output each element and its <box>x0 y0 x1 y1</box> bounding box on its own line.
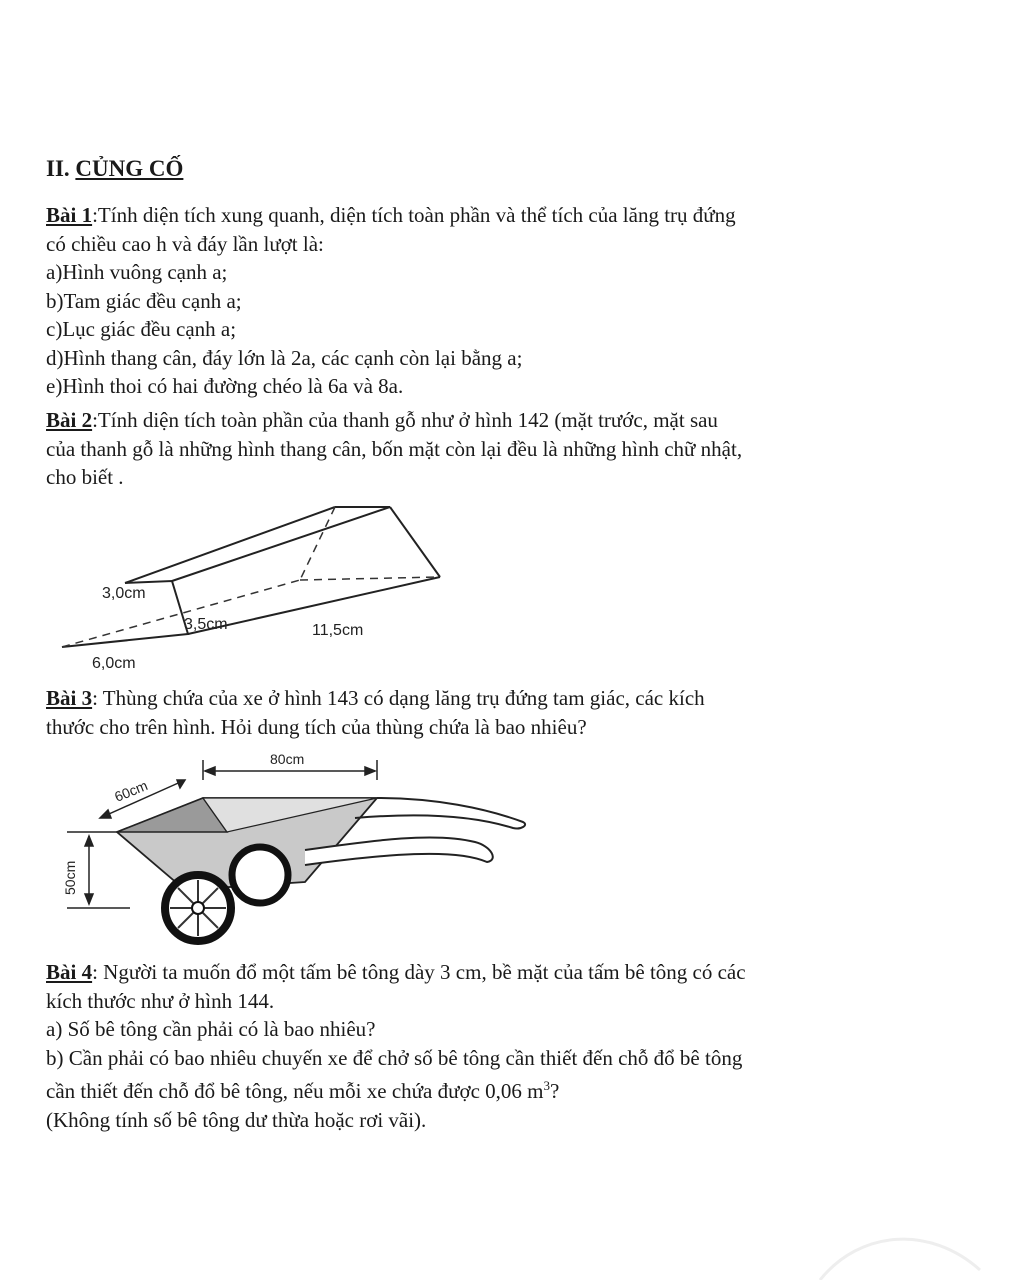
exercise-4-line-1 <box>46 958 946 987</box>
section-roman: II. <box>46 156 70 181</box>
exercise-1-item-e: e)Hình thoi có hai đường chéo là 6a và 8a. <box>46 374 404 398</box>
exercise-1-item-b: b)Tam giác đều cạnh a; <box>46 288 242 313</box>
figure-142-wooden-prism <box>50 495 470 680</box>
exercise-2-text-1: :Tính diện tích toàn phần của thanh gỗ như ở hình 142 (mặt trước, mặt sau <box>92 408 718 432</box>
exercise-4 <box>46 958 946 1134</box>
label-bottom-edge: 6,0cm <box>92 655 136 672</box>
label-width-60: 60cm <box>112 777 150 805</box>
exercise-2-line-3: cho biết . <box>46 465 124 489</box>
label-height-50: 50cm <box>62 860 78 895</box>
exercise-4-line-2: kích thước như ở hình 144. <box>46 988 275 1013</box>
label-top-edge: 3,0cm <box>102 585 146 602</box>
exercise-4-line-5 <box>46 1072 946 1106</box>
exercise-2 <box>46 406 946 492</box>
exercise-2-label: Bài 2 <box>46 408 93 432</box>
exercise-1-intro-line-2: có chiều cao h và đáy lần lượt là: <box>46 231 324 256</box>
hidden-edge-back <box>300 577 440 580</box>
exercise-2-line-2: của thanh gỗ là những hình thang cân, bốn mặt còn lại đều là những hình chữ nhật, <box>46 436 743 461</box>
label-slant-edge: 3,5cm <box>184 616 228 633</box>
exercise-1-label: Bài 1 <box>46 203 93 227</box>
rear-wheel <box>232 847 288 903</box>
exercise-4-text-5b: ? <box>550 1079 560 1103</box>
exercise-2-line-1 <box>46 406 946 435</box>
exercise-1-item-d: d)Hình thang cân, đáy lớn là 2a, các cạnh còn lại bằng a; <box>46 345 523 370</box>
exercise-1-intro-line-1: :Tính diện tích xung quanh, diện tích toàn phần và thể tích của lăng trụ đứng <box>92 203 736 227</box>
exercise-3-text-1: : Thùng chứa của xe ở hình 143 có dạng lăng trụ đứng tam giác, các kích <box>92 686 705 710</box>
handle-upper <box>355 798 525 828</box>
exercise-3 <box>46 684 946 741</box>
label-length: 11,5cm <box>312 622 364 639</box>
corner-decoration <box>800 1220 1024 1280</box>
volume-exponent: 3 <box>543 1078 550 1093</box>
exercise-1-intro <box>46 201 946 230</box>
exercise-4-note: (Không tính số bê tông dư thừa hoặc rơi vãi). <box>46 1107 427 1132</box>
section-heading <box>46 156 183 182</box>
exercise-3-label: Bài 3 <box>46 686 93 710</box>
exercise-3-line-2: thước cho trên hình. Hỏi dung tích của thùng chứa là bao nhiêu? <box>46 714 587 739</box>
exercise-4-question-a: a) Số bê tông cần phải có là bao nhiêu? <box>46 1017 376 1041</box>
exercise-4-text-5a: cần thiết đến chỗ đổ bê tông, nếu mỗi xe chứa được <box>46 1079 486 1103</box>
exercise-1-item-c: c)Lục giác đều cạnh a; <box>46 317 237 341</box>
exercise-4-label: Bài 4 <box>46 960 93 984</box>
figure-143-wheelbarrow <box>55 750 545 950</box>
label-length-80: 80cm <box>270 751 305 767</box>
volume-value: 0,06 <box>485 1079 522 1103</box>
exercise-1 <box>46 201 946 401</box>
exercise-3-line-1 <box>46 684 946 713</box>
exercise-4-question-b: b) Cần phải có bao nhiêu chuyến xe để chở số bê tông cần thiết đến chỗ đổ bê tông <box>46 1045 743 1070</box>
exercise-4-text-1: : Người ta muốn đổ một tấm bê tông dày 3 cm, bề mặt của tấm bê tông có các <box>92 960 746 984</box>
volume-unit: m <box>527 1079 544 1103</box>
section-title: CỦNG CỐ <box>75 156 184 181</box>
exercise-1-item-a: a)Hình vuông cạnh a; <box>46 260 228 284</box>
